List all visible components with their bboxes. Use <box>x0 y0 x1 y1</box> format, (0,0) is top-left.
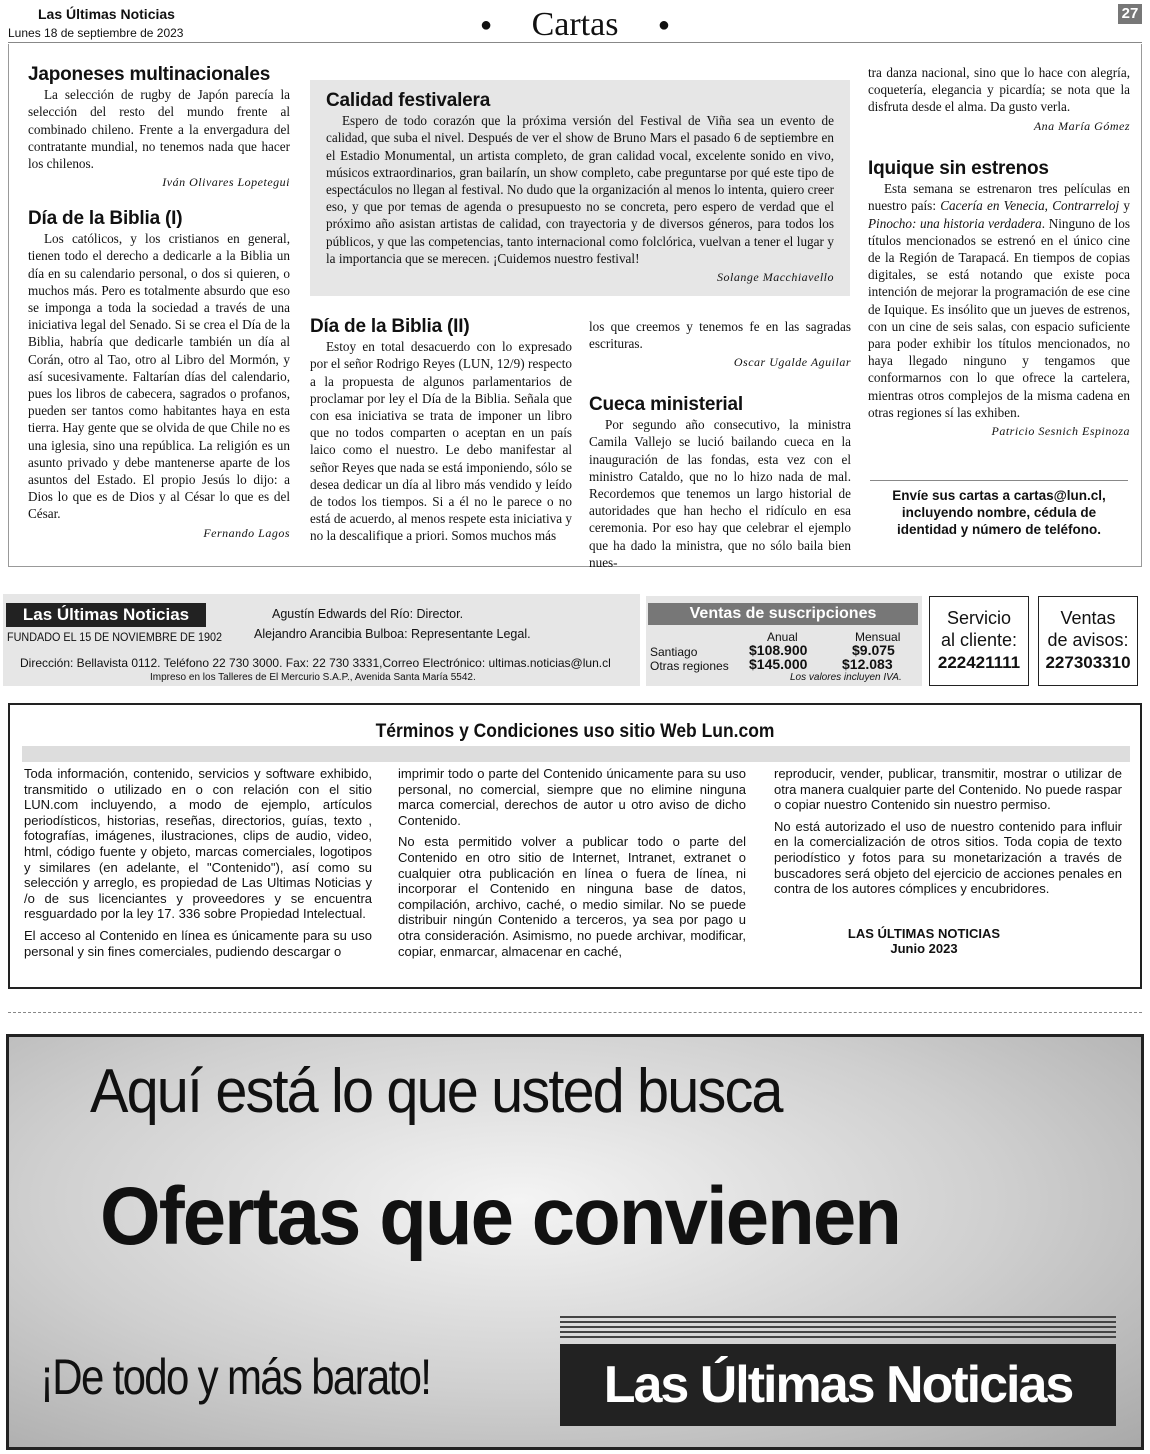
letter-body-continued: tra danza nacional, sino que lo hace con alegría, coquetería, elegancia y picardía; se nota que la disfruta desde el alma. Da gusto verla. <box>868 65 1130 115</box>
bullet-icon: ● <box>657 13 670 36</box>
film-title: Cacería en Venecia <box>940 198 1045 214</box>
signature-date: Junio 2023 <box>890 941 958 956</box>
ad-sales-label-1: Ventas <box>1060 608 1116 628</box>
terms-paragraph: imprimir todo o parte del Contenido únicamente para su uso personal, no comercial, siempre que no elimine ninguna marca comercial, derechos de autor u otro aviso de dicho Contenido. <box>398 766 746 828</box>
customer-service-box <box>929 596 1029 686</box>
letter-body: Por segundo año consecutivo, la ministra Camila Vallejo se lució bailando cueca en la inauguración de las fondas, esta vez con el ministro Cataldo, que no lo hizo nada de mal. Recordemos que tenemos un largo historial de autoridades que han hecho el ridículo en esa ceremonia. Por eso hay que celebrar el ejemplo que ha dado la ministra, que no sólo baila bien nues- <box>589 417 851 570</box>
letter-biblia-2 <box>310 318 572 545</box>
printer-line: Impreso en los Talleres de El Mercurio S.A.P., Avenida Santa María 5542. <box>150 672 476 683</box>
subscriptions-title: Ventas de suscripciones <box>648 603 918 625</box>
ad-sales-phone: 227303310 <box>1045 653 1131 672</box>
bullet-icon: ● <box>480 13 493 36</box>
ad-main-slogan: Ofertas que convienen <box>100 1171 900 1262</box>
section-label: Cartas <box>531 6 619 43</box>
film-title: Pinocho: una historia verdadera <box>868 215 1042 231</box>
ad-logo: Las Últimas Noticias <box>560 1344 1116 1426</box>
price-santiago-annual: $108.900 <box>749 642 808 658</box>
price-santiago-monthly: $9.075 <box>852 642 895 658</box>
rep-role: Representante Legal. <box>407 627 531 641</box>
terms-paragraph: Toda información, contenido, servicios y software exhibido, transmitido o utilizado en o con relación con el sitio LUN.com incluyendo, a modo de ejemplo, artículos periodísticos, historias, reseñas, directorios, guías, texto , fotografías, imágenes, ilustraciones, clips de audio, video, html, código fuente y objeto, marcas comerciales, logotipos y similares (en adelante, el "Contenido"), así como su selección y arreglo, es propiedad de Las Ultimas Noticias y /o de sus licenciantes y proveedores y se encuentra resguardado por la ley 17. 336 sobre Propiedad Intelectual. <box>24 766 372 922</box>
ad-stripes <box>560 1316 1116 1338</box>
newspaper-name: Las Últimas Noticias <box>38 6 175 22</box>
letter-title: Japoneses multinacionales <box>28 64 271 85</box>
ad-sales-label-2: de avisos: <box>1047 630 1129 650</box>
letter-title: Calidad festivalera <box>326 90 491 111</box>
letter-calidad <box>326 92 834 286</box>
founded-text: FUNDADO EL 15 DE NOVIEMBRE DE 1902 <box>7 630 223 644</box>
legal-rep-line <box>254 627 531 641</box>
director-role: Director. <box>413 607 464 621</box>
body-text: Esta semana se estrenaron tres películas en nuestro país: <box>868 181 1130 214</box>
ad-sales-box <box>1038 596 1138 686</box>
terms-col-1 <box>24 766 372 965</box>
body-text: . Ninguno de los títulos mencionados se estrenó en el único cine de la Región de Tarapacá. En tiempos de copias digitales, se está notando que existe poca intención de mejorar la programación de ese cine de Iquique. Es insólito que un jueves de estrenos, con un cine de seis salas, con espacio suficiente para poder exhibir los títulos mencionados, no haya llegado ninguno y tengamos que conformarnos con lo que ofrece la cartelera, mientras otros complejos de la misma cadena en otras regiones sí las exhiben. <box>868 215 1130 420</box>
letter-body: Espero de todo corazón que la próxima versión del Festival de Viña sea un evento de calidad, que suba el nivel. Después de ver el show de Bruno Mars el pasado 6 de septiembre en el Estadio Monumental, un artista completo, de gran calidad vocal, excelente sonido en vivo, músicos extraordinarios, gran bailarín, un show completo, cabe preguntarse por qué este tipo de espectáculos no llegan al festival. No dudo que la organización al menos lo intenta, quiero creer eso, y que por temas de agenda o presupuesto no se concreta, pero espero de verdad que el próximo año asistan artistas de calidad, con trayectoria y de diversos géneros, para todos los públicos, y que las competencias, tanto internacional como folclórica, vuelvan a tener el lugar y la importancia que se merecen. ¡Cuidemos nuestro festival! <box>326 113 834 266</box>
letter-iquique <box>868 160 1130 440</box>
letter-body: La selección de rugby de Japón parecía la selección del resto del mundo frente al combinado chileno. Frente a la envergadura del contratante mundial, no tenemos nada que hacer los chilenos. <box>28 87 290 172</box>
ad-headline: Aquí está lo que usted busca <box>90 1057 782 1126</box>
letter-japoneses <box>28 66 290 191</box>
letter-biblia-2-continued <box>589 318 851 372</box>
signature-name: LAS ÚLTIMAS NOTICIAS <box>847 926 1001 941</box>
vat-note: Los valores incluyen IVA. <box>790 672 902 683</box>
terms-signature <box>834 926 1014 956</box>
film-title: Contrarreloj <box>1052 198 1120 214</box>
body-text: , <box>1044 198 1053 214</box>
price-otras-annual: $145.000 <box>749 656 808 672</box>
terms-band <box>22 746 1130 762</box>
letter-body: Los católicos, y los cristianos en general, tienen todo el derecho a dedicarle a la Biblia un día en su calendario personal, o dos si quieren, o muchos más. Pero es totalmente absurdo que eso se imponga a toda la sociedad a través de una iniciativa legal del Senado. Si se crea el Día de la Biblia, habría que dedicarle también un día al Corán, otro al Tao, otro al Libro del Mormón, y así sucesivamente. Faltarían días del calendario, pues los libros de cabecera, sagrados o profanos, pueden ser tantos como habitantes haya en esta tierra. Hay gente que se olvida de que Chile no es una iglesia, sino una república. La religión es un asunto privado y debe mantenerse aparte de los asuntos del Estado. El propio Jesús lo dijo: a Dios lo que es de Dios y al César lo que es del César. <box>28 231 290 522</box>
rep-name: Alejandro Arancibia Bulboa: <box>254 627 408 641</box>
terms-paragraph: El acceso al Contenido en línea es únicamente para su uso personal y sin fines comerciales, pudiendo descargar o <box>24 927 372 959</box>
terms-col-2 <box>398 766 746 965</box>
address-line: Dirección: Bellavista 0112. Teléfono 22 730 3000. Fax: 22 730 3331,Correo Electrónico: ultimas.noticias@lun.cl <box>20 656 611 670</box>
director-name: Agustín Edwards del Río: <box>272 607 414 621</box>
letter-author: Patricio Sesnich Espinoza <box>991 424 1130 439</box>
letter-title: Día de la Biblia (I) <box>28 208 183 229</box>
issue-date: Lunes 18 de septiembre de 2023 <box>8 26 184 40</box>
letter-author: Ana María Gómez <box>1033 118 1130 133</box>
service-phone: 222421111 <box>937 653 1021 672</box>
director-line <box>272 607 463 621</box>
letter-author: Oscar Ugalde Aguilar <box>733 355 851 370</box>
letter-author: Fernando Lagos <box>203 525 290 540</box>
terms-col-3 <box>774 766 1122 903</box>
letter-body-continued: los que creemos y tenemos fe en las sagradas escrituras. <box>589 319 851 352</box>
letter-body <box>868 180 1130 421</box>
letter-author: Solange Macchiavello <box>717 270 834 285</box>
letter-title: Iquique sin estrenos <box>868 158 1049 179</box>
service-label-1: Servicio <box>946 608 1012 628</box>
region-otras: Otras regiones <box>650 659 729 673</box>
ad-tagline: ¡De todo y más barato! <box>40 1349 431 1405</box>
terms-title: Términos y Condiciones uso sitio Web Lun.com <box>375 721 775 742</box>
divider <box>8 1012 1142 1013</box>
letter-body: Estoy en total desacuerdo con lo expresado por el señor Rodrigo Reyes (LUN, 12/9) respecto a la propuesta de algunos parlamentarios de proclamar por ley el Día de la Biblia. Señala que con esa iniciativa se trata de imponer un libro que no todos comparten o aceptan en un país laico como el nuestro. Le debo manifestar al señor Reyes que nada se está imponiendo, sólo se desea dedicar un día al libro más vendido y leído de todos los tiempos. Si a él no le parece o no está de acuerdo, al menos respete esta iniciativa y no la descalifique a priori. Somos muchos más <box>310 339 572 544</box>
region-santiago: Santiago <box>650 645 698 659</box>
price-otras-monthly: $12.083 <box>842 656 893 672</box>
section-title <box>480 6 670 44</box>
letter-biblia-1 <box>28 210 290 542</box>
letter-cueca-continued <box>868 64 1130 135</box>
send-letters-notice: Envíe sus cartas a cartas@lun.cl, incluyendo nombre, cédula de identidad y número de teléfono. <box>870 480 1128 554</box>
letter-cueca <box>589 396 851 571</box>
letter-author: Iván Olivares Lopetegui <box>162 175 290 190</box>
col-annual: Anual <box>767 630 798 644</box>
letter-title: Cueca ministerial <box>589 394 743 415</box>
page-number: 27 <box>1118 4 1142 24</box>
terms-paragraph: No esta permitido volver a publicar todo o parte del Contenido en otro sitio de Internet, Intranet, extranet o cualquier otra publicación en línea o fuera de línea, ni incorporar el Contenido en ninguna base de datos, compilación, archivo, caché, o medio similar. No se puede distribuir ningún Contenido a terceros, ya sea por pago u otra consideración. Asimismo, no puede archivar, modificar, copiar, enmarcar, almacenar en caché, <box>398 834 746 959</box>
masthead-logo: Las Últimas Noticias <box>6 603 206 627</box>
letter-title: Día de la Biblia (II) <box>310 316 470 337</box>
col-monthly: Mensual <box>855 630 901 644</box>
terms-paragraph: No está autorizado el uso de nuestro contenido para influir en la comercialización de otros sitios. Toda copia de texto periodístico y fotos para su monetarización a través de buscadores será objeto del ejercicio de acciones penales en contra de los autores cómplices y encubridores. <box>774 818 1122 897</box>
service-label-2: al cliente: <box>940 630 1018 650</box>
body-text: y <box>1119 198 1130 214</box>
terms-paragraph: reproducir, vender, publicar, transmitir, mostrar o utilizar de otra manera cualquier parte del Contenido. No puede raspar o copiar nuestro Contenido sin nuestro permiso. <box>774 766 1122 813</box>
